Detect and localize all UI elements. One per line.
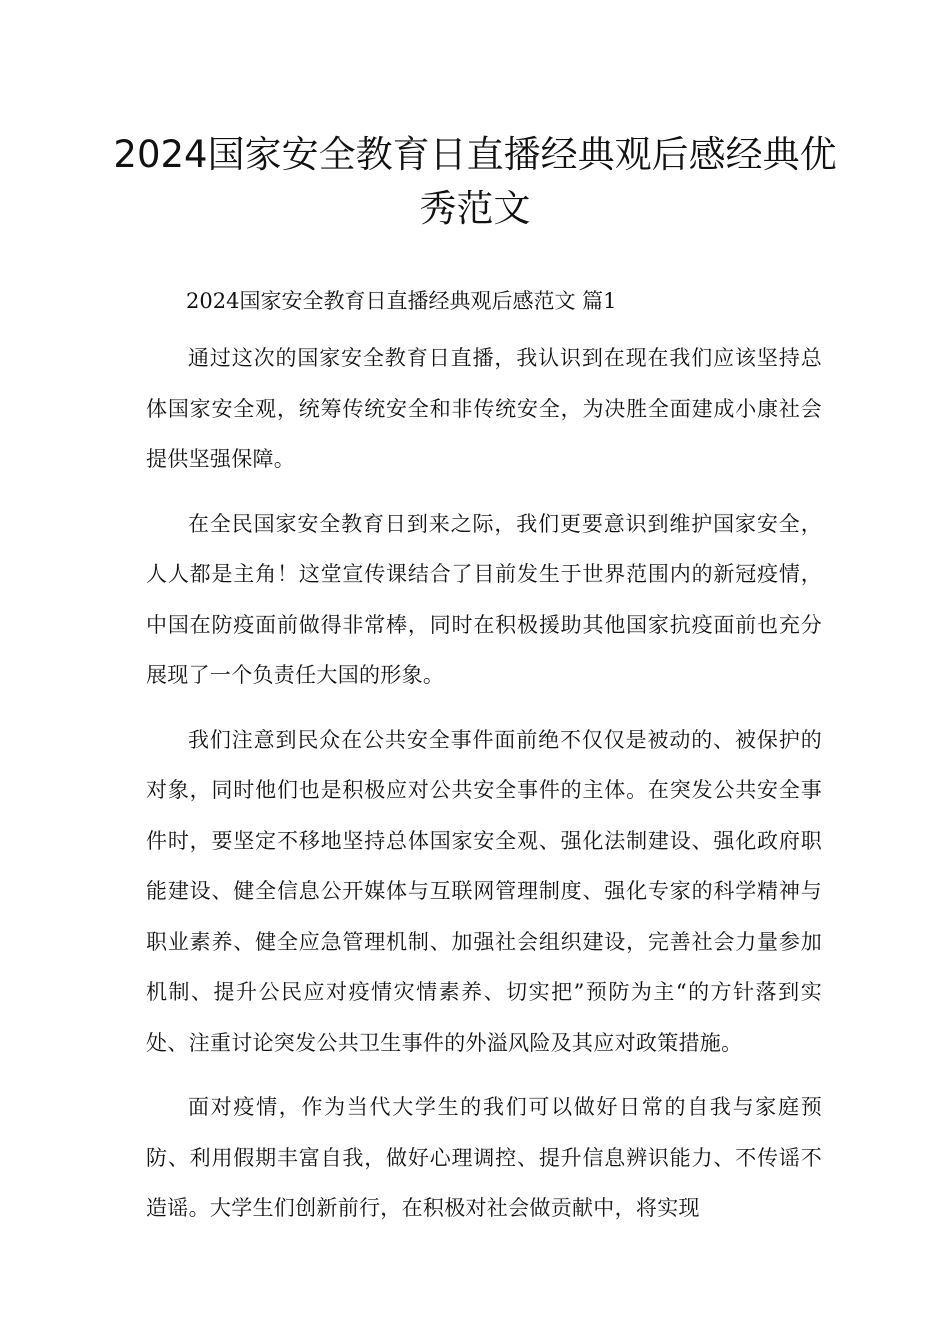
- paragraph-3: 我们注意到民众在公共安全事件面前绝不仅仅是被动的、被保护的对象，同时他们也是积极应对公共安全事件的主体。在突发公共安全事件时，要坚定不移地坚持总体国家安全观、强化法制建设、强化政府职能建设、健全信息公开媒体与互联网管理制度、强化专家的科学精神与职业素养、健全应急管理机制、加强社会组织建设，完善社会力量参加机制、提升公民应对疫情灾情素养、切实把”预防为主“的方针落到实处、注重讨论突发公共卫生事件的外溢风险及其应对政策措施。: [146, 727, 822, 1055]
- paragraph-1: 通过这次的国家安全教育日直播，我认识到在现在我们应该坚持总体国家安全观，统筹传统安全和非传统安全，为决胜全面建成小康社会提供坚强保障。: [146, 346, 822, 471]
- section-subtitle: 2024国家安全教育日直播经典观后感范文 篇1: [186, 289, 617, 313]
- paragraph-2: 在全民国家安全教育日到来之际，我们更要意识到维护国家安全，人人都是主角！这堂宣传课结合了目前发生于世界范围内的新冠疫情，中国在防疫面前做得非常棒，同时在积极援助其他国家抗疫面前也充分展现了一个负责任大国的形象。: [146, 511, 822, 687]
- document-title: 2024国家安全教育日直播经典观后感经典优秀范文: [113, 133, 837, 230]
- paragraph-4: 面对疫情，作为当代大学生的我们可以做好日常的自我与家庭预防、利用假期丰富自我，做好心理调控、提升信息辨识能力、不传谣不造谣。大学生们创新前行，在积极对社会做贡献中，将实现: [146, 1095, 822, 1220]
- document-body: [146, 283, 822, 1234]
